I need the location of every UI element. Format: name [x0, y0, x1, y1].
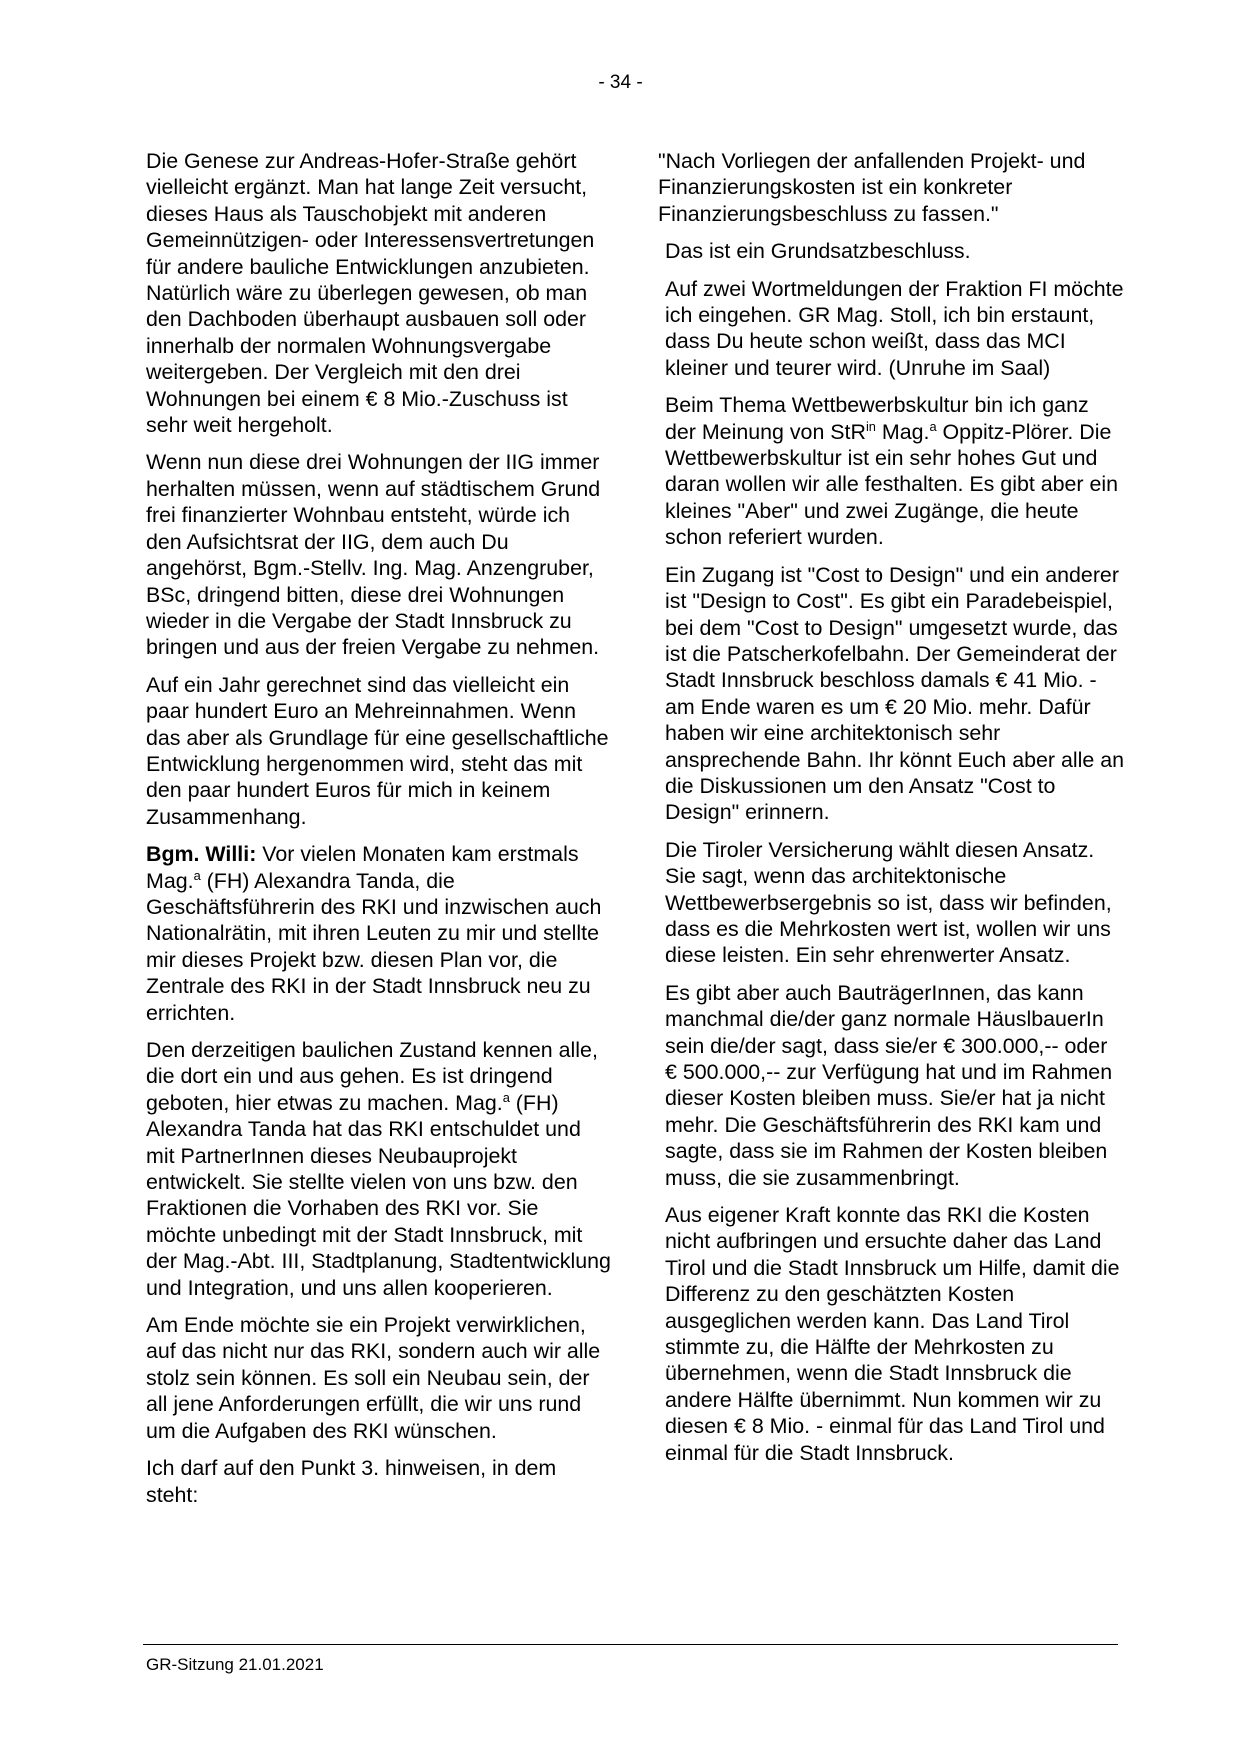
paragraph: Am Ende möchte sie ein Projekt verwirklichen, auf das nicht nur das RKI, sondern auch wir alle stolz sein können. Es soll ein Neubau sein, der all jene Anforderungen erfüllt, die wir uns rund um die Aufgaben des RKI wünschen.: [146, 1313, 601, 1443]
superscript: in: [865, 418, 876, 434]
paragraph: [665, 392, 1125, 550]
paragraph: [146, 841, 611, 1026]
right-column: [658, 148, 1125, 1477]
page-number: - 34 -: [598, 72, 643, 93]
superscript: a: [502, 1089, 510, 1105]
paragraph: [146, 1037, 611, 1301]
paragraph: Das ist ein Grundsatzbeschluss.: [665, 239, 971, 264]
paragraph: Auf ein Jahr gerechnet sind das vielleicht ein paar hundert Euro an Mehreinnahmen. Wenn das aber als Grundlage für eine gesellschaftliche Entwicklung hergenommen wird, steht das mit den paar hundert Euros für mich in keinem Zusammenhang.: [146, 672, 609, 829]
text-span: Oppitz-Plörer. Die Wettbewerbskultur ist ein sehr hohes Gut und daran wollen wir alle festhalten. Es gibt aber ein kleines "Aber" und zwei Zugänge, die heute schon referiert wurden.: [665, 419, 1119, 550]
superscript: a: [193, 867, 201, 883]
paragraph: Es gibt aber auch BauträgerInnen, das kann manchmal die/der ganz normale HäuslbauerIn sein die/der sagt, dass sie/er € 300.000,-- oder € 500.000,-- zur Verfügung hat und im Rahmen dieser Kosten bleiben muss. Sie/er hat ja nicht mehr. Die Geschäftsführerin des RKI kam und sagte, dass sie im Rahmen der Kosten bleiben muss, die sie zusammenbringt.: [665, 980, 1113, 1190]
speaker-name: Bgm. Willi:: [146, 842, 257, 867]
quote-paragraph: "Nach Vorliegen der anfallenden Projekt- und Finanzierungskosten ist ein konkreter Finanzierungsbeschluss zu fassen.": [658, 149, 1086, 226]
text-span: (FH) Alexandra Tanda hat das RKI entschuldet und mit PartnerInnen dieses Neubauprojekt entwickelt. Sie stellte vielen von uns bzw. den Fraktionen die Vorhaben des RKI vor. Sie möchte unbedingt mit der Stadt Innsbruck, mit der Mag.-Abt. III, Stadtplanung, Stadtentwicklung und Integration, und uns allen kooperieren.: [146, 1090, 611, 1300]
text-span: (FH) Alexandra Tanda, die Geschäftsführerin des RKI und inzwischen auch Nationalrätin, mit ihren Leuten zu mir und stellte mir dieses Projekt bzw. diesen Plan vor, die Zentrale des RKI in der Stadt Innsbruck neu zu errichten.: [146, 868, 602, 1025]
paragraph: Die Tiroler Versicherung wählt diesen Ansatz. Sie sagt, wenn das architektonische Wettbewerbsergebnis so ist, dass wir befinden, dass es die Mehrkosten wert ist, wollen wir uns diese leisten. Ein sehr ehrenwerter Ansatz.: [665, 837, 1112, 968]
left-column: [146, 148, 611, 1519]
paragraph: Ein Zugang ist "Cost to Design" und ein anderer ist "Design to Cost". Es gibt ein Paradebeispiel, bei dem "Cost to Design" umgesetzt wurde, das ist die Patscherkofelbahn. Der Gemeinderat der Stadt Innsbruck beschloss damals € 41 Mio. - am Ende waren es um € 20 Mio. mehr. Dafür haben wir eine architektonisch sehr ansprechende Bahn. Ihr könnt Euch aber alle an die Diskussionen um den Ansatz "Cost to Design" erinnern.: [665, 562, 1125, 825]
paragraph: Aus eigener Kraft konnte das RKI die Kosten nicht aufbringen und ersuchte daher das Land Tirol und die Stadt Innsbruck um Hilfe, damit die Differenz zu den geschätzten Kosten ausgeglichen werden kann. Das Land Tirol stimmte zu, die Hälfte der Mehrkosten zu übernehmen, wenn die Stadt Innsbruck die andere Hälfte übernimmt. Nun kommen wir zu diesen € 8 Mio. - einmal für das Land Tirol und einmal für die Stadt Innsbruck.: [665, 1203, 1120, 1465]
footer-text: GR-Sitzung 21.01.2021: [146, 1655, 324, 1674]
superscript: a: [929, 418, 937, 434]
footer-divider: [143, 1644, 1118, 1645]
text-span: Mag.: [875, 419, 930, 444]
paragraph: Die Genese zur Andreas-Hofer-Straße gehört vielleicht ergänzt. Man hat lange Zeit versucht, dieses Haus als Tauschobjekt mit anderen Gemeinnützigen- oder Interessensvertretungen für andere bauliche Entwicklungen anzubieten. Natürlich wäre zu überlegen gewesen, ob man den Dachboden überhaupt ausbauen soll oder innerhalb der normalen Wohnungsvergabe weitergeben. Der Vergleich mit den drei Wohnungen bei einem € 8 Mio.-Zuschuss ist sehr weit hergeholt.: [146, 149, 595, 438]
paragraph: Auf zwei Wortmeldungen der Fraktion FI möchte ich eingehen. GR Mag. Stoll, ich bin erstaunt, dass Du heute schon weißt, dass das MCI kleiner und teurer wird. (Unruhe im Saal): [665, 276, 1124, 380]
paragraph: Ich darf auf den Punkt 3. hinweisen, in dem steht:: [146, 1456, 557, 1507]
text-span: Beim Thema Wettbewerbskultur bin ich ganz der Meinung von StR: [665, 393, 1089, 444]
text-span: Den derzeitigen baulichen Zustand kennen alle, die dort ein und aus gehen. Es ist dringend geboten, hier etwas zu machen. Mag.: [146, 1038, 598, 1115]
text-span: Vor vielen Monaten kam erstmals Mag.: [146, 842, 579, 893]
paragraph: Wenn nun diese drei Wohnungen der IIG immer herhalten müssen, wenn auf städtischem Grund frei finanzierter Wohnbau entsteht, würde ich den Aufsichtsrat der IIG, dem auch Du angehörst, Bgm.-Stellv. Ing. Mag. Anzengruber, BSc, dringend bitten, diese drei Wohnungen wieder in die Vergabe der Stadt Innsbruck zu bringen und aus der freien Vergabe zu nehmen.: [146, 450, 601, 660]
